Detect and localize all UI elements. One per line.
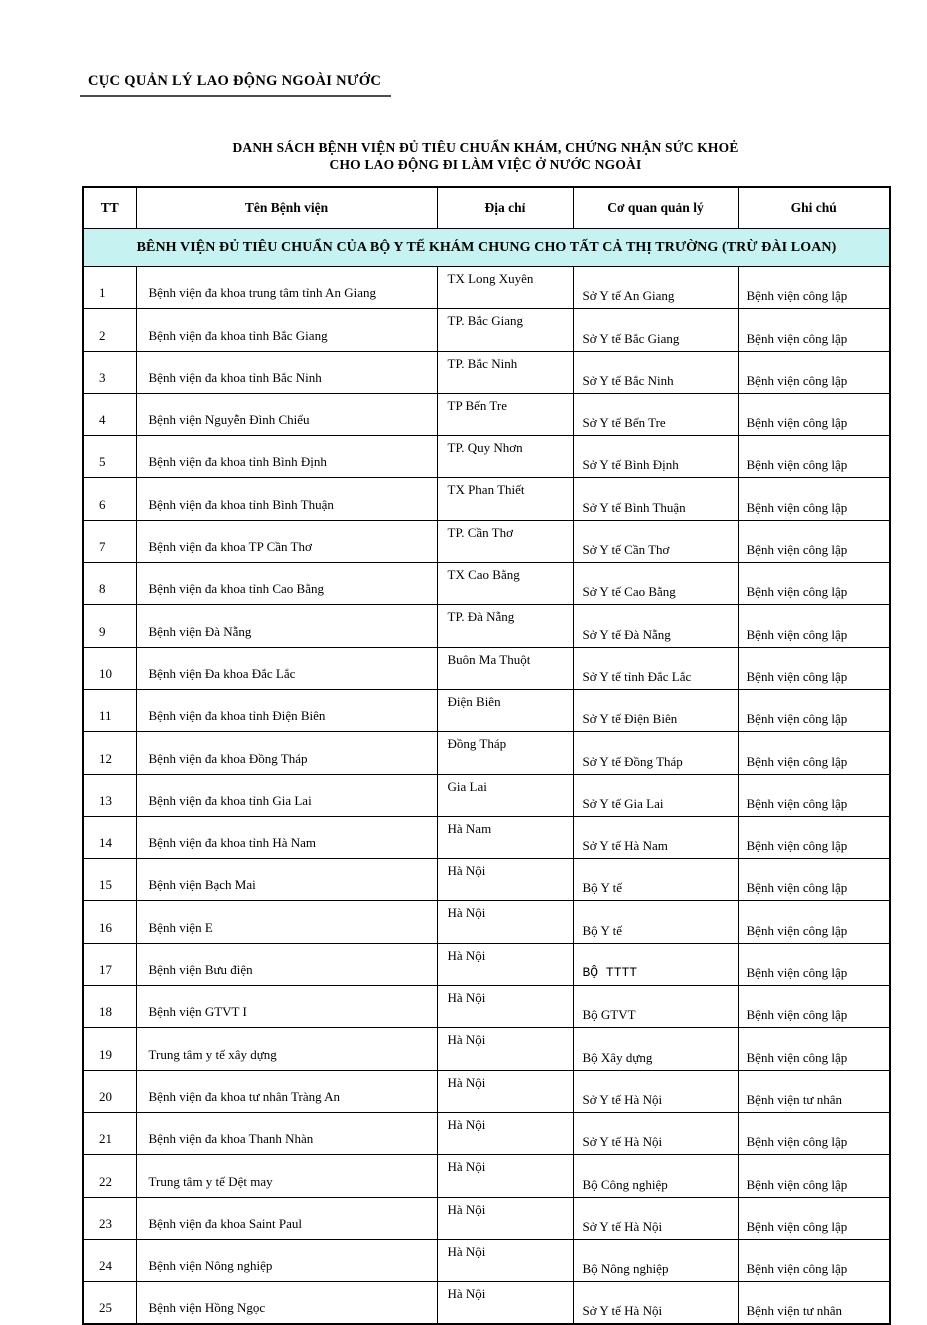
table-row: [83, 478, 890, 520]
row-note: Bệnh viện công lập: [738, 563, 890, 605]
table-row: [83, 816, 890, 858]
managing-agency: Sở Y tế Hà Nam: [573, 816, 738, 858]
row-number: 8: [83, 563, 136, 605]
table-row: [83, 1282, 890, 1325]
hospital-address: TP. Bắc Giang: [437, 309, 573, 351]
row-number: 9: [83, 605, 136, 647]
managing-agency: Sở Y tế Hà Nội: [573, 1197, 738, 1239]
row-note: Bệnh viện công lập: [738, 309, 890, 351]
row-number: 14: [83, 816, 136, 858]
hospital-name: Bệnh viện Bạch Mai: [136, 859, 437, 901]
table-row: [83, 1155, 890, 1197]
row-number: 17: [83, 943, 136, 985]
hospital-address: TP Bến Tre: [437, 393, 573, 435]
managing-agency: Bộ Y tế: [573, 859, 738, 901]
hospital-address: Hà Nội: [437, 1282, 573, 1325]
row-note: Bệnh viện công lập: [738, 1155, 890, 1197]
managing-agency: BỘ TTTT: [573, 943, 738, 985]
hospital-name: Bệnh viện GTVT I: [136, 986, 437, 1028]
hospital-address: TX Phan Thiết: [437, 478, 573, 520]
section-banner-row: [83, 229, 890, 267]
managing-agency: Sở Y tế Bình Định: [573, 436, 738, 478]
managing-agency: Bộ GTVT: [573, 986, 738, 1028]
hospital-address: TP. Bắc Ninh: [437, 351, 573, 393]
section-banner: BÊNH VIỆN ĐỦ TIÊU CHUẨN CỦA BỘ Y TẾ KHÁM CHUNG CHO TẤT CẢ THỊ TRƯỜNG (TRỪ ĐÀI LOAN): [83, 229, 890, 267]
row-note: Bệnh viện tư nhân: [738, 1070, 890, 1112]
row-note: Bệnh viện công lập: [738, 351, 890, 393]
hospital-name: Bệnh viện Nguyễn Đình Chiểu: [136, 393, 437, 435]
row-note: Bệnh viện công lập: [738, 943, 890, 985]
managing-agency: Sở Y tế Cần Thơ: [573, 520, 738, 562]
managing-agency: Sở Y tế Bắc Ninh: [573, 351, 738, 393]
hospital-address: Hà Nội: [437, 943, 573, 985]
column-header-col-address: Địa chỉ: [437, 187, 573, 229]
column-header-col-agency: Cơ quan quản lý: [573, 187, 738, 229]
table-row: [83, 859, 890, 901]
table-row: [83, 647, 890, 689]
row-number: 2: [83, 309, 136, 351]
row-number: 24: [83, 1239, 136, 1281]
table-row: [83, 774, 890, 816]
row-note: Bệnh viện công lập: [738, 986, 890, 1028]
document-title-line2: CHO LAO ĐỘNG ĐI LÀM VIỆC Ở NƯỚC NGOÀI: [329, 157, 642, 172]
hospital-address: TX Cao Bằng: [437, 563, 573, 605]
managing-agency: Sở Y tế Hà Nội: [573, 1282, 738, 1325]
row-note: Bệnh viện công lập: [738, 1239, 890, 1281]
row-number: 23: [83, 1197, 136, 1239]
hospital-address: Điện Biên: [437, 689, 573, 731]
hospital-name: Bệnh viện Đa khoa Đắc Lắc: [136, 647, 437, 689]
managing-agency: Sở Y tế Đồng Tháp: [573, 732, 738, 774]
row-number: 4: [83, 393, 136, 435]
row-note: Bệnh viện công lập: [738, 901, 890, 943]
row-number: 21: [83, 1112, 136, 1154]
row-note: Bệnh viện công lập: [738, 1112, 890, 1154]
managing-agency: Bộ Công nghiệp: [573, 1155, 738, 1197]
row-note: Bệnh viện công lập: [738, 1197, 890, 1239]
row-number: 5: [83, 436, 136, 478]
row-note: Bệnh viện tư nhân: [738, 1282, 890, 1325]
table-row: [83, 1028, 890, 1070]
table-row: [83, 1112, 890, 1154]
row-number: 11: [83, 689, 136, 731]
row-number: 15: [83, 859, 136, 901]
table-row: [83, 267, 890, 309]
managing-agency: Sở Y tế Điện Biên: [573, 689, 738, 731]
hospital-name: Bệnh viện đa khoa tỉnh Điện Biên: [136, 689, 437, 731]
table-row: [83, 1070, 890, 1112]
hospital-name: Bệnh viện đa khoa tỉnh Bình Định: [136, 436, 437, 478]
row-note: Bệnh viện công lập: [738, 732, 890, 774]
table-row: [83, 1239, 890, 1281]
row-number: 3: [83, 351, 136, 393]
hospital-name: Bệnh viện đa khoa tỉnh Hà Nam: [136, 816, 437, 858]
hospital-address: Buôn Ma Thuột: [437, 647, 573, 689]
managing-agency: Bộ Y tế: [573, 901, 738, 943]
hospital-address: Hà Nội: [437, 1155, 573, 1197]
hospital-name: Bệnh viện Bưu điện: [136, 943, 437, 985]
hospital-name: Bệnh viện đa khoa trung tâm tỉnh An Giang: [136, 267, 437, 309]
managing-agency: Sở Y tế Hà Nội: [573, 1112, 738, 1154]
row-note: Bệnh viện công lập: [738, 393, 890, 435]
row-note: Bệnh viện công lập: [738, 520, 890, 562]
table-row: [83, 436, 890, 478]
hospital-address: Hà Nội: [437, 901, 573, 943]
hospital-name: Trung tâm y tế Dệt may: [136, 1155, 437, 1197]
row-note: Bệnh viện công lập: [738, 816, 890, 858]
hospital-address: Hà Nội: [437, 859, 573, 901]
row-note: Bệnh viện công lập: [738, 647, 890, 689]
hospital-name: Bệnh viện Hồng Ngọc: [136, 1282, 437, 1325]
row-number: 22: [83, 1155, 136, 1197]
hospital-name: Bệnh viện đa khoa tỉnh Bắc Ninh: [136, 351, 437, 393]
hospital-address: TP. Quy Nhơn: [437, 436, 573, 478]
row-number: 1: [83, 267, 136, 309]
managing-agency: Sở Y tế Gia Lai: [573, 774, 738, 816]
managing-agency: Bộ Xây dựng: [573, 1028, 738, 1070]
hospital-name: Bệnh viện đa khoa Thanh Nhàn: [136, 1112, 437, 1154]
hospital-address: Hà Nội: [437, 1028, 573, 1070]
hospital-name: Bệnh viện đa khoa Đồng Tháp: [136, 732, 437, 774]
managing-agency: Sở Y tế Hà Nội: [573, 1070, 738, 1112]
table-row: [83, 309, 890, 351]
managing-agency: Sở Y tế Bến Tre: [573, 393, 738, 435]
org-header: CỤC QUẢN LÝ LAO ĐỘNG NGOÀI NƯỚC: [80, 73, 391, 97]
document-title: [82, 139, 889, 173]
managing-agency: Sở Y tế Cao Bằng: [573, 563, 738, 605]
hospital-name: Bệnh viện đa khoa tỉnh Gia Lai: [136, 774, 437, 816]
hospital-address: Hà Nội: [437, 1070, 573, 1112]
table-row: [83, 689, 890, 731]
row-note: Bệnh viện công lập: [738, 436, 890, 478]
row-note: Bệnh viện công lập: [738, 605, 890, 647]
hospital-name: Bệnh viện đa khoa tỉnh Bình Thuận: [136, 478, 437, 520]
managing-agency: Sở Y tế Đà Nẵng: [573, 605, 738, 647]
hospital-address: Hà Nội: [437, 1239, 573, 1281]
hospital-address: Gia Lai: [437, 774, 573, 816]
row-note: Bệnh viện công lập: [738, 859, 890, 901]
row-number: 13: [83, 774, 136, 816]
table-row: [83, 901, 890, 943]
hospital-name: Bệnh viện đa khoa Saint Paul: [136, 1197, 437, 1239]
managing-agency: Sở Y tế An Giang: [573, 267, 738, 309]
managing-agency: Sở Y tế Bình Thuận: [573, 478, 738, 520]
hospital-name: Bệnh viện đa khoa tỉnh Cao Bằng: [136, 563, 437, 605]
hospital-address: Hà Nội: [437, 986, 573, 1028]
table-header-row: [83, 187, 890, 229]
hospital-name: Bệnh viện đa khoa tỉnh Bắc Giang: [136, 309, 437, 351]
row-number: 19: [83, 1028, 136, 1070]
hospital-name: Bệnh viện đa khoa tư nhân Tràng An: [136, 1070, 437, 1112]
table-row: [83, 393, 890, 435]
row-number: 12: [83, 732, 136, 774]
table-row: [83, 520, 890, 562]
table-row: [83, 732, 890, 774]
table-row: [83, 986, 890, 1028]
column-header-col-note: Ghi chú: [738, 187, 890, 229]
hospital-name: Bệnh viện E: [136, 901, 437, 943]
hospital-address: Đồng Tháp: [437, 732, 573, 774]
row-note: Bệnh viện công lập: [738, 689, 890, 731]
table-row: [83, 605, 890, 647]
column-header-col-tt: TT: [83, 187, 136, 229]
hospital-name: Bệnh viện Nông nghiệp: [136, 1239, 437, 1281]
hospital-address: TX Long Xuyên: [437, 267, 573, 309]
column-header-col-name: Tên Bệnh viện: [136, 187, 437, 229]
row-note: Bệnh viện công lập: [738, 1028, 890, 1070]
table-row: [83, 1197, 890, 1239]
managing-agency: Sở Y tế Bắc Giang: [573, 309, 738, 351]
row-number: 10: [83, 647, 136, 689]
managing-agency: Sở Y tế tỉnh Đắc Lắc: [573, 647, 738, 689]
row-number: 20: [83, 1070, 136, 1112]
table-row: [83, 563, 890, 605]
row-note: Bệnh viện công lập: [738, 774, 890, 816]
hospital-name: Bệnh viện đa khoa TP Cần Thơ: [136, 520, 437, 562]
hospital-address: TP. Đà Nẵng: [437, 605, 573, 647]
hospital-table: [82, 186, 891, 1325]
table-row: [83, 351, 890, 393]
row-number: 25: [83, 1282, 136, 1325]
hospital-address: Hà Nam: [437, 816, 573, 858]
row-note: Bệnh viện công lập: [738, 267, 890, 309]
hospital-address: Hà Nội: [437, 1197, 573, 1239]
row-number: 16: [83, 901, 136, 943]
hospital-address: TP. Cần Thơ: [437, 520, 573, 562]
hospital-name: Bệnh viện Đà Nẵng: [136, 605, 437, 647]
table-row: [83, 943, 890, 985]
row-number: 7: [83, 520, 136, 562]
row-number: 18: [83, 986, 136, 1028]
row-note: Bệnh viện công lập: [738, 478, 890, 520]
row-number: 6: [83, 478, 136, 520]
hospital-name: Trung tâm y tế xây dựng: [136, 1028, 437, 1070]
hospital-address: Hà Nội: [437, 1112, 573, 1154]
document-title-line1: DANH SÁCH BỆNH VIỆN ĐỦ TIÊU CHUẨN KHÁM, CHỨNG NHẬN SỨC KHOẺ: [232, 140, 739, 155]
managing-agency: Bộ Nông nghiệp: [573, 1239, 738, 1281]
